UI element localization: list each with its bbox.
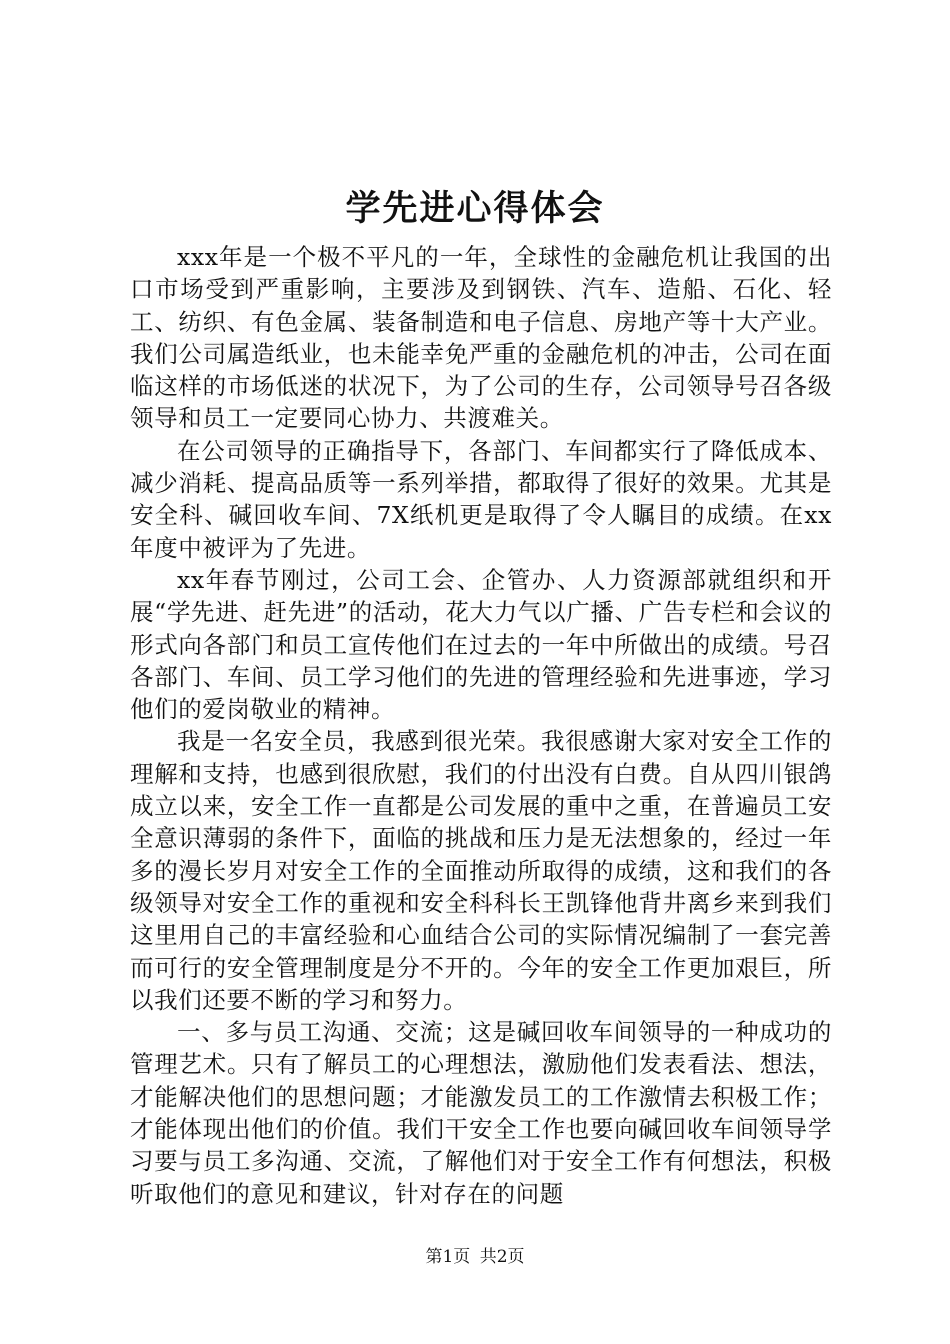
document-title: 学先进心得体会 [345, 188, 605, 229]
document-body [130, 241, 832, 1210]
paragraph-3: xx年春节刚过，公司工会、企管办、人力资源部就组织和开展“学先进、赶先进”的活动，花大力气以广播、广告专栏和会议的形式向各部门和员工宣传他们在过去的一年中所做出的成绩。号召各部门、车间、员工学习他们的先进的管理经验和先进事迹，学习他们的爱岗敬业的精神。 [130, 565, 832, 724]
paragraph-5: 一、多与员工沟通、交流；这是碱回收车间领导的一种成功的管理艺术。只有了解员工的心理想法，激励他们发表看法、想法，才能解决他们的思想问题；才能激发员工的工作激情去积极工作；才能体现出他们的价值。我们干安全工作也要向碱回收车间领导学习要与员工多沟通、交流，了解他们对于安全工作有何想法，积极听取他们的意见和建议，针对存在的问题 [130, 1018, 832, 1208]
page-number-footer: 第1页 共2页 [425, 1247, 525, 1267]
paragraph-4: 我是一名安全员，我感到很光荣。我很感谢大家对安全工作的理解和支持，也感到很欣慰，我们的付出没有白费。自从四川银鸽成立以来，安全工作一直都是公司发展的重中之重，在普遍员工安全意识薄弱的条件下，面临的挑战和压力是无法想象的，经过一年多的漫长岁月对安全工作的全面推动所取得的成绩，这和我们的各级领导对安全工作的重视和安全科科长王凯锋他背井离乡来到我们这里用自己的丰富经验和心血结合公司的实际情况编制了一套完善而可行的安全管理制度是分不开的。今年的安全工作更加艰巨，所以我们还要不断的学习和努力。 [130, 727, 832, 1014]
paragraph-2: 在公司领导的正确指导下，各部门、车间都实行了降低成本、减少消耗、提高品质等一系列举措，都取得了很好的效果。尤其是安全科、碱回收车间、7X纸机更是取得了令人瞩目的成绩。在xx年度中被评为了先进。 [130, 436, 832, 562]
paragraph-1: xxx年是一个极不平凡的一年，全球性的金融危机让我国的出口市场受到严重影响，主要涉及到钢铁、汽车、造船、石化、轻工、纺织、有色金属、装备制造和电子信息、房地产等十大产业。我们公司属造纸业，也未能幸免严重的金融危机的冲击，公司在面临这样的市场低迷的状况下，为了公司的生存，公司领导号召各级领导和员工一定要同心协力、共渡难关。 [130, 243, 832, 433]
